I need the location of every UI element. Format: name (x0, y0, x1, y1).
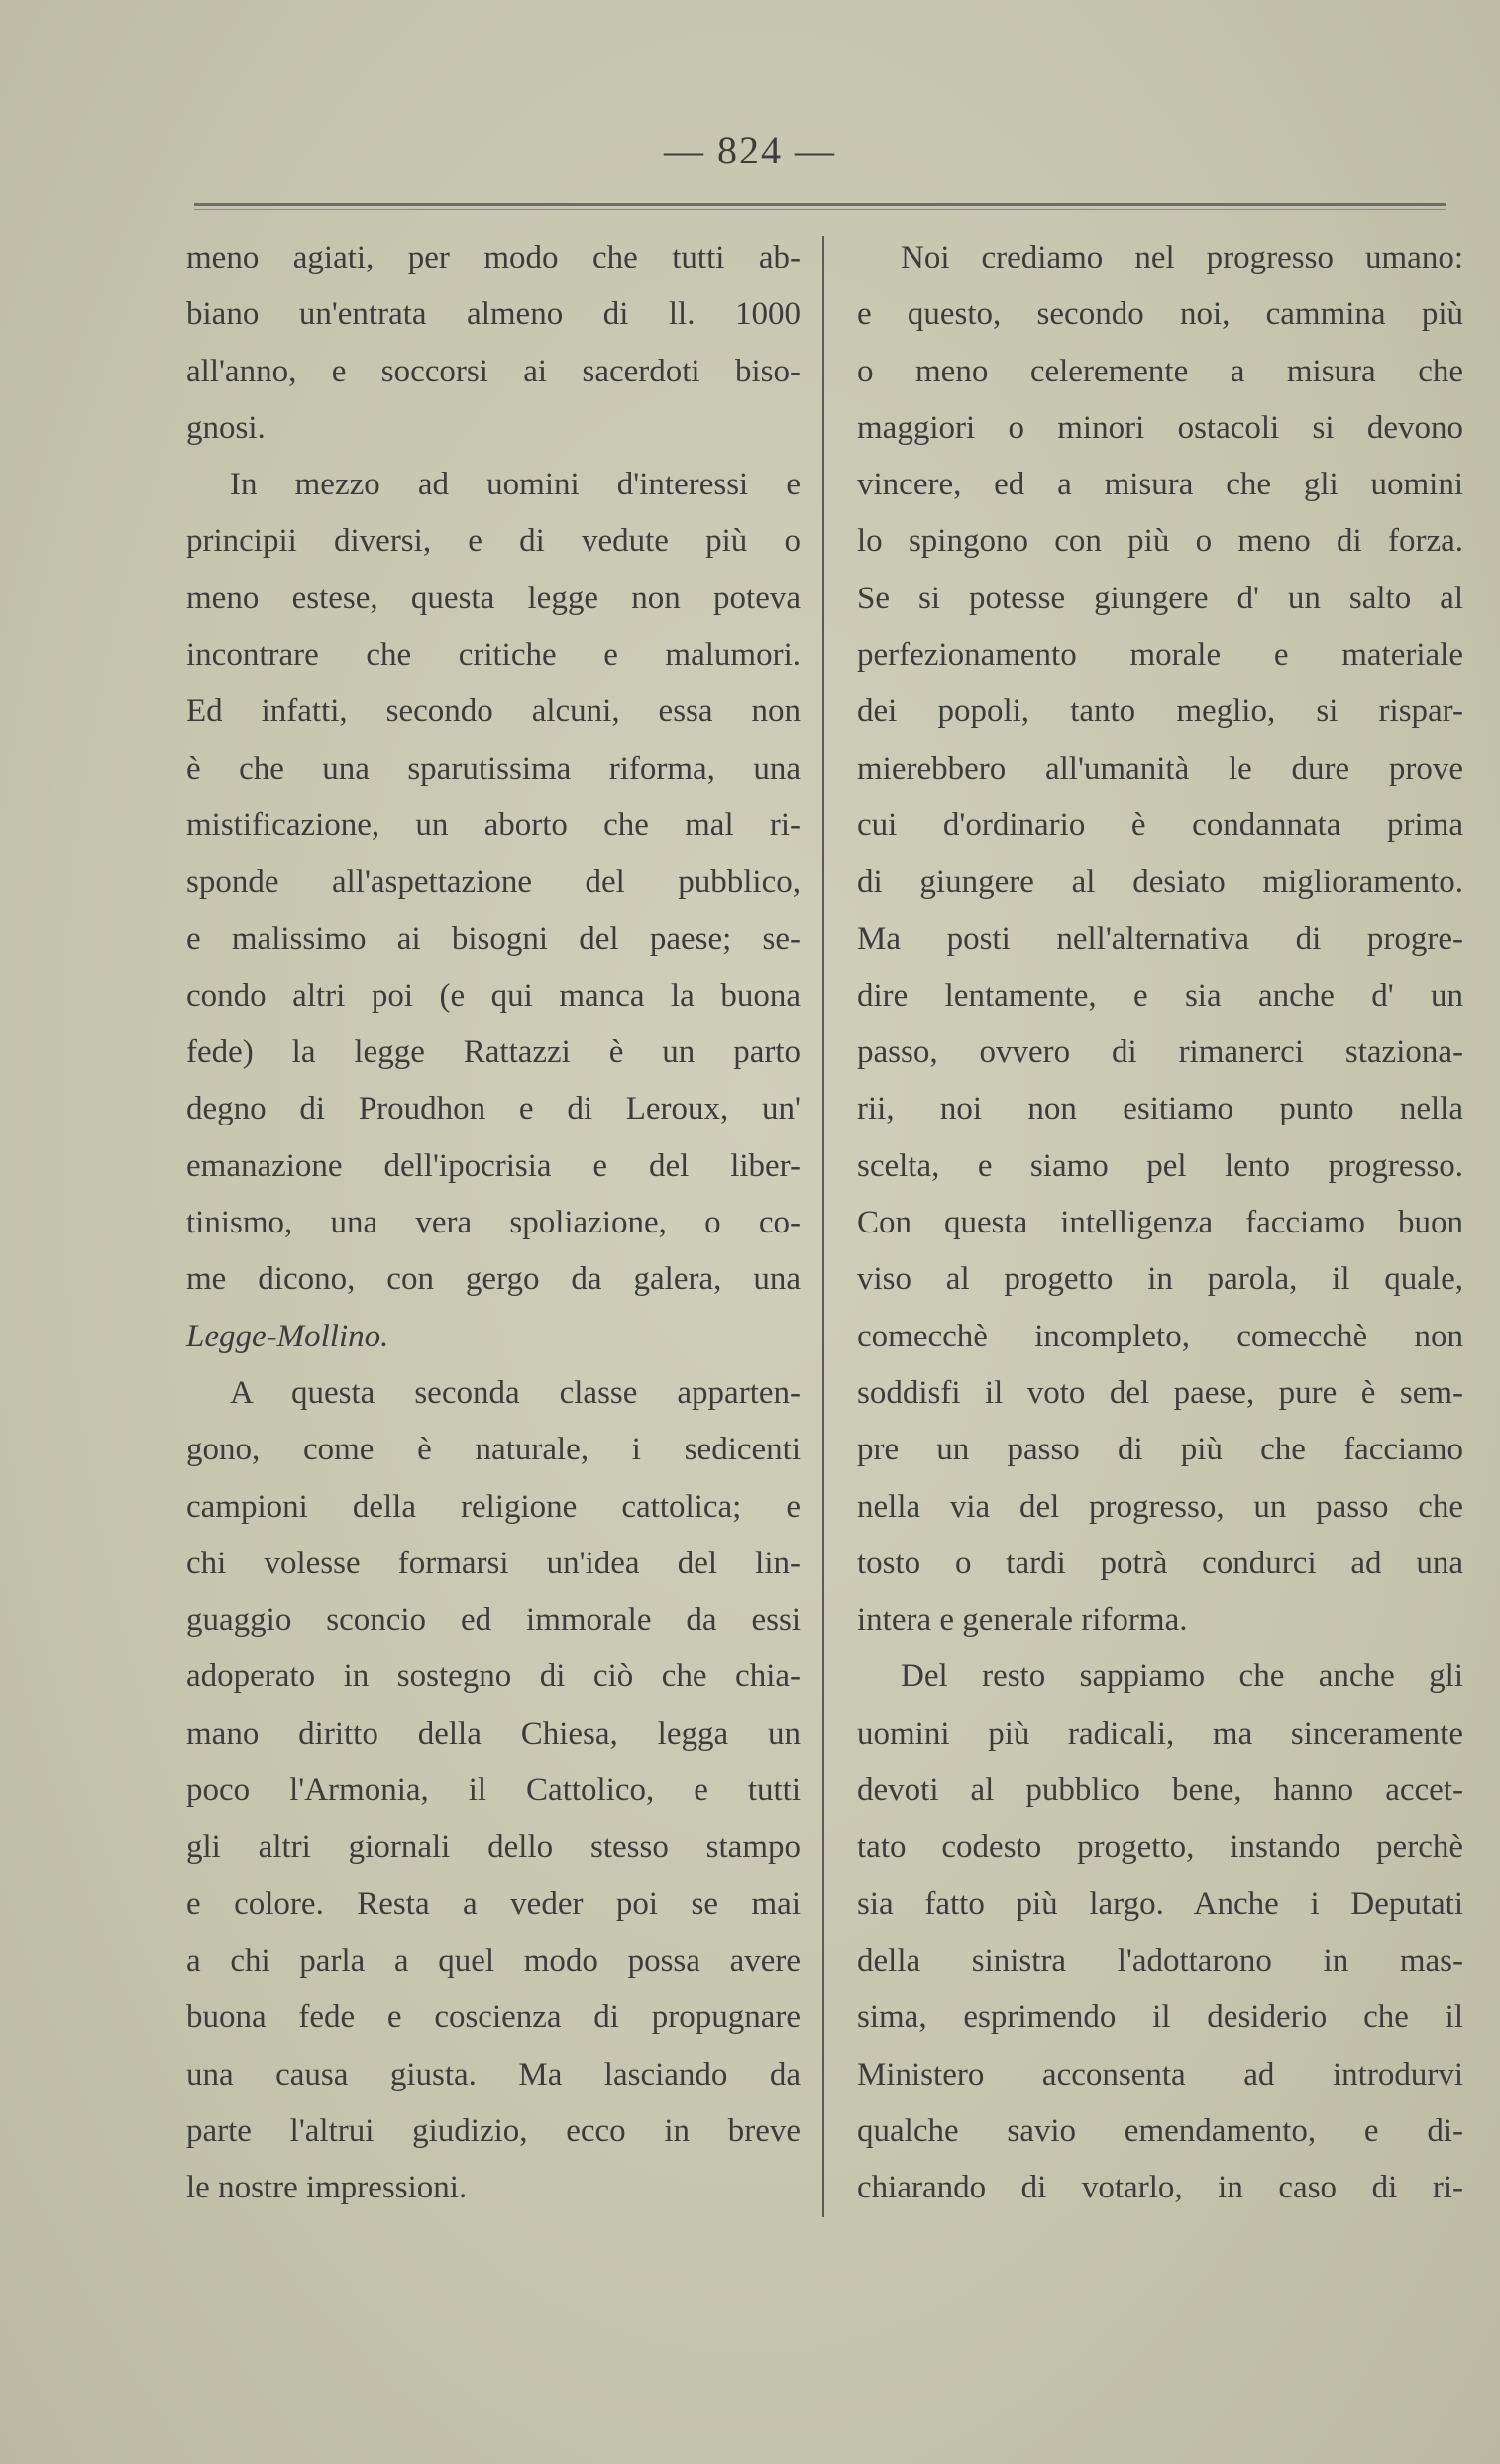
text-line: adoperato in sostegno di ciò che chia- (186, 1659, 801, 1695)
text-line: Ma posti nell'alternativa di progre- (857, 920, 1463, 957)
text-line: le nostre impressioni. (186, 2170, 468, 2206)
left-text-column (186, 230, 801, 2216)
text-line: è che una sparutissima riforma, una (186, 750, 801, 787)
text-line: Legge-Mollino. (186, 1318, 389, 1354)
text-line: poco l'Armonia, il Cattolico, e tutti (186, 1772, 801, 1809)
text-line: tinismo, una vera spoliazione, o co- (186, 1205, 801, 1241)
text-line: passo, ovvero di rimanerci staziona- (857, 1034, 1463, 1071)
text-line: cui d'ordinario è condannata prima (857, 806, 1463, 843)
text-line: lo spingono con più o meno di forza. (857, 523, 1463, 560)
text-line: gono, come è naturale, i sedicenti (186, 1432, 801, 1468)
text-line: condo altri poi (e qui manca la buona (186, 977, 801, 1014)
text-line: chiarando di votarlo, in caso di ri- (857, 2170, 1463, 2206)
text-line: A questa seconda classe apparten- (230, 1374, 801, 1411)
text-line: scelta, e siamo pel lento progresso. (857, 1147, 1463, 1184)
text-line: uomini più radicali, ma sinceramente (857, 1715, 1463, 1752)
text-line: guaggio sconcio ed immorale da essi (186, 1602, 801, 1639)
text-line: Del resto sappiamo che anche gli (901, 1659, 1463, 1695)
text-line: Noi crediamo nel progresso umano: (901, 240, 1463, 275)
text-line: mistificazione, un aborto che mal ri- (186, 806, 801, 843)
text-line: nella via del progresso, un passo che (857, 1488, 1463, 1525)
text-line: fede) la legge Rattazzi è un parto (186, 1034, 801, 1071)
text-line: rii, noi non esitiamo punto nella (857, 1091, 1463, 1127)
text-line: mierebbero all'umanità le dure prove (857, 750, 1463, 787)
text-line: tato codesto progetto, instando perchè (857, 1829, 1463, 1866)
text-line: principii diversi, e di vedute più o (186, 523, 801, 560)
header-rule (194, 203, 1446, 206)
text-line: parte l'altrui giudizio, ecco in breve (186, 2112, 801, 2149)
text-line: a chi parla a quel modo possa avere (186, 1942, 801, 1979)
text-line: Con questa intelligenza facciamo buon (857, 1205, 1463, 1241)
text-line: degno di Proudhon e di Leroux, un' (186, 1091, 801, 1127)
text-line: Se si potesse giungere d' un salto al (857, 580, 1463, 616)
text-line: all'anno, e soccorsi ai sacerdoti biso- (186, 353, 801, 389)
text-line: Ed infatti, secondo alcuni, essa non (186, 694, 801, 730)
header-rule-thin (194, 209, 1446, 210)
text-line: vincere, ed a misura che gli uomini (857, 467, 1463, 503)
text-line: di giungere al desiato miglioramento. (857, 864, 1463, 901)
text-line: devoti al pubblico bene, hanno accet- (857, 1772, 1463, 1809)
text-line: viso al progetto in parola, il quale, (857, 1261, 1463, 1298)
right-text-column (857, 230, 1463, 2216)
text-line: meno estese, questa legge non poteva (186, 580, 801, 616)
text-line: tosto o tardi potrà condurci ad una (857, 1545, 1463, 1581)
text-line: buona fede e coscienza di propugnare (186, 1999, 801, 2036)
column-divider (822, 236, 824, 2217)
text-line: sima, esprimendo il desiderio che il (857, 1999, 1463, 2036)
text-line: intera e generale riforma. (857, 1602, 1188, 1639)
text-line: pre un passo di più che facciamo (857, 1432, 1463, 1468)
text-line: soddisfi il voto del paese, pure è sem- (857, 1374, 1463, 1411)
text-line: e colore. Resta a veder poi se mai (186, 1885, 801, 1922)
text-line: emanazione dell'ipocrisia e del liber- (186, 1147, 801, 1184)
text-line: comecchè incompleto, comecchè non (857, 1318, 1463, 1354)
text-line: biano un'entrata almeno di ll. 1000 (186, 296, 801, 333)
text-line: maggiori o minori ostacoli si devono (857, 409, 1463, 446)
text-line: gnosi. (186, 409, 266, 446)
text-line: In mezzo ad uomini d'interessi e (230, 467, 801, 503)
text-line: Ministero acconsenta ad introdurvi (857, 2056, 1463, 2092)
text-line: chi volesse formarsi un'idea del lin- (186, 1545, 801, 1581)
text-line: e malissimo ai bisogni del paese; se- (186, 920, 801, 957)
text-line: sia fatto più largo. Anche i Deputati (857, 1885, 1463, 1922)
text-line: campioni della religione cattolica; e (186, 1488, 801, 1525)
page-number: — 824 — (664, 128, 836, 172)
text-line: incontrare che critiche e malumori. (186, 637, 801, 674)
text-line: della sinistra l'adottarono in mas- (857, 1942, 1463, 1979)
text-line: gli altri giornali dello stesso stampo (186, 1829, 801, 1866)
text-line: dei popoli, tanto meglio, si rispar- (857, 694, 1463, 730)
text-line: o meno celeremente a misura che (857, 353, 1463, 389)
text-line: mano diritto della Chiesa, legga un (186, 1715, 801, 1752)
text-line: meno agiati, per modo che tutti ab- (186, 240, 801, 275)
text-line: dire lentamente, e sia anche d' un (857, 977, 1463, 1014)
text-line: una causa giusta. Ma lasciando da (186, 2056, 801, 2092)
text-line: e questo, secondo noi, cammina più (857, 296, 1463, 333)
text-line: me dicono, con gergo da galera, una (186, 1261, 801, 1298)
text-line: sponde all'aspettazione del pubblico, (186, 864, 801, 901)
text-line: qualche savio emendamento, e di- (857, 2112, 1463, 2149)
text-line: perfezionamento morale e materiale (857, 637, 1463, 674)
